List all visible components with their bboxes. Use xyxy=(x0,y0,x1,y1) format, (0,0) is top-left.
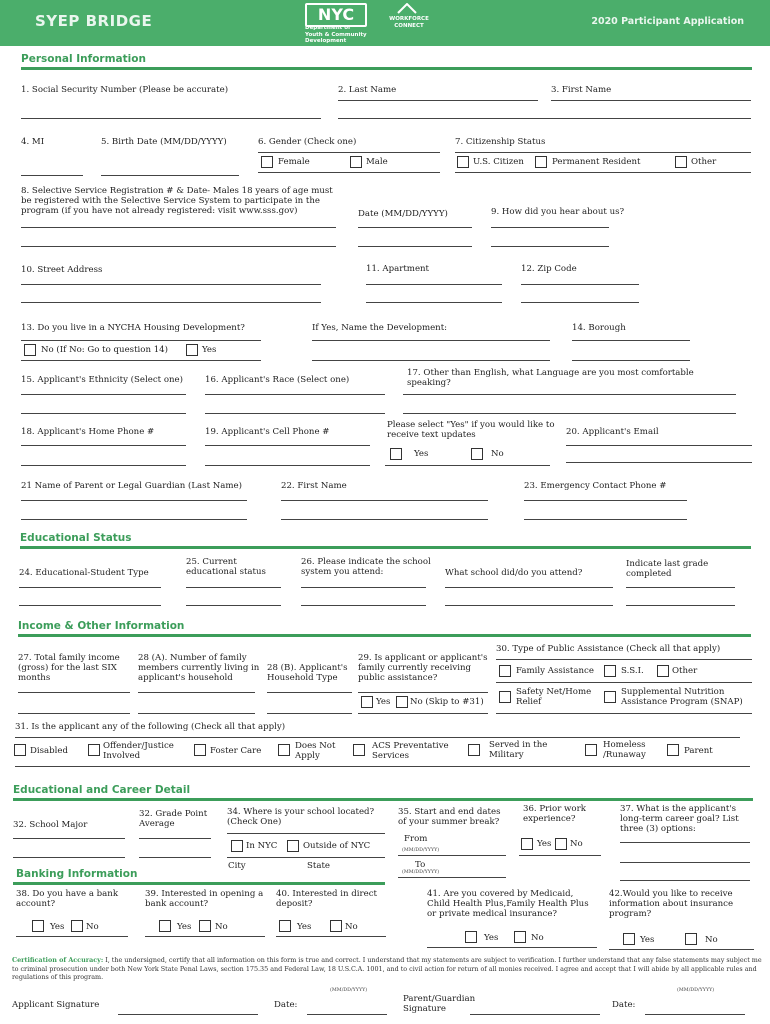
open-bank-no-checkbox[interactable] xyxy=(199,920,211,932)
ethnicity-underline xyxy=(21,394,186,395)
how-heard-line-2 xyxy=(491,246,609,247)
q13-label: 13. Do you live in a NYCHA Housing Development? xyxy=(21,323,245,333)
certification-body: I, the undersigned, certify that all information on this form is true and correct. I understand that my statements are subject to verification. I further understand that any false statements may subject me to criminal prosecution under both New York State Penal Laws, section 175.35 and Federal Law, 18 U.S.C.A. 1001, and to civil action for return of all monies received. I agree and accept that I will abide by all applicable rules and regulations of this program. xyxy=(12,956,762,982)
selective-date-line-2 xyxy=(358,246,472,247)
citizen-underline xyxy=(455,152,751,153)
student-type-field[interactable] xyxy=(19,605,161,606)
last-grade-underline xyxy=(626,587,735,588)
location-underline-2 xyxy=(227,857,385,858)
city-label: City xyxy=(228,861,246,871)
pa-yes-checkbox[interactable] xyxy=(361,696,373,708)
q42-label: 42.Would you like to receive information about insurance program? xyxy=(609,889,734,919)
zip-underline xyxy=(521,284,639,285)
gender-underline xyxy=(258,152,440,153)
development-name-field[interactable] xyxy=(312,360,550,361)
parent-checkbox[interactable] xyxy=(667,744,679,756)
q9-label: 9. How did you hear about us? xyxy=(491,207,625,217)
mi-field[interactable] xyxy=(21,175,83,176)
q35-label: 35. Start and end dates of your summer break? xyxy=(398,807,501,827)
race-underline xyxy=(205,394,385,395)
from-format: (MM/DD/YYYY) xyxy=(402,848,440,853)
q26b-label: What school did/do you attend? xyxy=(445,568,583,578)
q31-underline-2 xyxy=(15,766,750,767)
deposit-yes-label: Yes xyxy=(297,922,312,932)
foster-care-label: Foster Care xyxy=(210,746,262,756)
pa-type-underline xyxy=(496,659,752,660)
bank-yes-label: Yes xyxy=(50,922,65,932)
q28a-label: 28 (A). Number of family members currently living in applicant's household xyxy=(138,653,260,683)
nycha-no-label: No (If No: Go to question 14) xyxy=(41,345,168,355)
parent-date-field[interactable] xyxy=(645,1014,745,1015)
q8-date-label: Date (MM/DD/YYYY) xyxy=(358,209,448,219)
text-yes-checkbox[interactable] xyxy=(390,448,402,460)
school-system-field[interactable] xyxy=(301,605,426,606)
parent-date-format: (MM/DD/YYYY) xyxy=(677,988,715,993)
male-label: Male xyxy=(366,157,388,167)
gender-underline-2 xyxy=(258,172,440,173)
safety-net-label: Safety Net/Home Relief xyxy=(516,687,592,707)
female-label: Female xyxy=(278,157,310,167)
nycha-no-checkbox[interactable] xyxy=(24,344,36,356)
section-rule xyxy=(20,546,751,549)
pa-yes-label: Yes xyxy=(376,697,391,707)
ssn-field[interactable] xyxy=(21,118,321,119)
q28b-label: 28 (B). Applicant's Household Type xyxy=(267,663,348,683)
q29-label: 29. Is applicant or applicant's family currently receiving public assistance? xyxy=(358,653,488,683)
deposit-underline xyxy=(276,936,386,937)
section-rule xyxy=(13,882,385,885)
safety-net-checkbox[interactable] xyxy=(499,691,511,703)
last-grade-field[interactable] xyxy=(626,605,735,606)
section-banking: Banking Information xyxy=(16,868,138,880)
q33-label: 32. Grade Point Average xyxy=(139,809,208,829)
section-income: Income & Other Information xyxy=(18,620,185,632)
deposit-yes-checkbox[interactable] xyxy=(279,920,291,932)
development-underline xyxy=(312,340,550,341)
certification-title: Certification of Accuracy: xyxy=(12,956,104,964)
cell-phone-field[interactable] xyxy=(205,465,370,466)
guardian-first-underline xyxy=(281,500,488,501)
q3-label: 3. First Name xyxy=(551,85,612,95)
q16-label: 16. Applicant's Race (Select one) xyxy=(205,375,350,385)
acs-checkbox[interactable] xyxy=(353,744,365,756)
open-bank-no-label: No xyxy=(215,922,228,932)
q37-label: 37. What is the applicant's long-term career goal? List three (3) options: xyxy=(620,804,739,834)
nycha-yes-label: Yes xyxy=(202,345,217,355)
does-not-apply-checkbox[interactable] xyxy=(278,744,290,756)
parent-signature-label: Parent/Guardian Signature xyxy=(403,994,476,1014)
household-underline xyxy=(267,692,352,693)
first-name-field[interactable] xyxy=(551,100,751,101)
q25-label: 25. Current educational status xyxy=(186,557,266,577)
acs-label: ACS Preventative Services xyxy=(372,741,449,761)
homeless-label: Homeless /Runaway xyxy=(603,740,646,760)
nycha-underline-2 xyxy=(21,360,261,361)
borough-field[interactable] xyxy=(572,360,690,361)
in-nyc-label: In NYC xyxy=(246,841,278,851)
section-career-detail: Educational and Career Detail xyxy=(13,784,191,796)
text-no-label: No xyxy=(491,449,504,459)
school-system-underline xyxy=(301,587,426,588)
work-underline xyxy=(519,855,601,856)
other-pa-label: Other xyxy=(672,666,698,676)
q32-label: 32. School Major xyxy=(13,820,88,830)
work-no-checkbox[interactable] xyxy=(555,838,567,850)
insurance-yes-checkbox[interactable] xyxy=(465,931,477,943)
household-type-field[interactable] xyxy=(267,713,352,714)
q23-label: 23. Emergency Contact Phone # xyxy=(524,481,667,491)
insurance-info-yes-checkbox[interactable] xyxy=(623,933,635,945)
insurance-info-underline xyxy=(609,949,754,950)
pa-type-underline-2 xyxy=(496,682,752,683)
q19-label: 19. Applicant's Cell Phone # xyxy=(205,427,330,437)
bank-no-checkbox[interactable] xyxy=(71,920,83,932)
q2-label: 2. Last Name xyxy=(338,85,397,95)
agency-name: Department of Youth & Community Development xyxy=(305,25,367,44)
parent-signature-field[interactable] xyxy=(470,1014,600,1015)
from-label: From xyxy=(404,834,428,844)
section-educational-status: Educational Status xyxy=(20,532,132,544)
q30-label: 30. Type of Public Assistance (Check all that apply) xyxy=(496,644,721,654)
q31-label: 31. Is the applicant any of the following (Check all that apply) xyxy=(15,722,286,732)
edu-status-underline xyxy=(186,587,281,588)
applicant-date-label: Date: xyxy=(274,1000,298,1010)
nycha-yes-checkbox[interactable] xyxy=(186,344,198,356)
military-label: Served in the Military xyxy=(489,740,548,760)
permanent-resident-checkbox[interactable] xyxy=(535,156,547,168)
q20-label: 20. Applicant's Email xyxy=(566,427,659,437)
applicant-date-field[interactable] xyxy=(307,1014,387,1015)
parent-label: Parent xyxy=(684,746,713,756)
applicant-signature-label: Applicant Signature xyxy=(12,1000,100,1010)
members-underline xyxy=(138,692,255,693)
q31-underline xyxy=(15,737,740,738)
school-major-field[interactable] xyxy=(13,857,125,858)
q18-label: 18. Applicant's Home Phone # xyxy=(21,427,155,437)
pa-no-label: No (Skip to #31) xyxy=(410,697,484,707)
q13b-label: If Yes, Name the Development: xyxy=(312,323,448,333)
applicant-signature-field[interactable] xyxy=(118,1014,258,1015)
open-bank-yes-checkbox[interactable] xyxy=(159,920,171,932)
q17-label: 17. Other than English, what Language are you most comfortable speaking? xyxy=(407,368,694,388)
us-citizen-checkbox[interactable] xyxy=(457,156,469,168)
text-no-checkbox[interactable] xyxy=(471,448,483,460)
homeless-checkbox[interactable] xyxy=(585,744,597,756)
ethnicity-field[interactable] xyxy=(21,413,186,414)
home-phone-field[interactable] xyxy=(21,465,186,466)
q39-label: 39. Interested in opening a bank account? xyxy=(145,889,264,909)
school-attended-underline xyxy=(445,587,613,588)
section-rule xyxy=(18,634,751,637)
q8-label: 8. Selective Service Registration # & Date- Males 18 years of age must be registered with the Selective Service System to participate in the program (if you have not already registered: visit www.sss.gov) xyxy=(21,186,333,216)
q38-label: 38. Do you have a bank account? xyxy=(16,889,119,909)
q10-label: 10. Street Address xyxy=(21,265,103,275)
applicant-date-format: (MM/DD/YYYY) xyxy=(330,988,368,993)
birth-date-field[interactable] xyxy=(101,175,239,176)
q27-label: 27. Total family income (gross) for the last SIX months xyxy=(18,653,120,683)
street-address-field[interactable] xyxy=(21,302,321,303)
emergency-underline xyxy=(524,500,687,501)
work-yes-label: Yes xyxy=(537,839,552,849)
permanent-resident-label: Permanent Resident xyxy=(552,157,641,167)
street-underline xyxy=(21,284,321,285)
career-goal-2[interactable] xyxy=(620,862,750,863)
q11-label: 11. Apartment xyxy=(366,264,430,274)
family-income-field[interactable] xyxy=(18,713,130,714)
q1-label: 1. Social Security Number (Please be accurate) xyxy=(21,85,229,95)
name-underline xyxy=(338,118,751,119)
ssi-checkbox[interactable] xyxy=(604,665,616,677)
cell-phone-underline xyxy=(205,445,370,446)
school-attended-field[interactable] xyxy=(445,605,613,606)
q26c-label: Indicate last grade completed xyxy=(626,559,709,579)
q41-label: 41. Are you covered by Medicaid, Child Health Plus,Family Health Plus or private medical insurance? xyxy=(427,889,589,919)
pa-underline xyxy=(358,692,488,693)
how-heard-field[interactable] xyxy=(491,227,609,228)
career-goal-3[interactable] xyxy=(620,880,750,881)
race-field[interactable] xyxy=(205,413,385,414)
snap-label: Supplemental Nutrition Assistance Program (SNAP) xyxy=(621,687,743,707)
offender-label: Offender/Justice Involved xyxy=(103,741,174,761)
home-phone-underline xyxy=(21,445,186,446)
open-bank-yes-label: Yes xyxy=(177,922,192,932)
guardian-first-name-field[interactable] xyxy=(281,519,488,520)
outside-nyc-checkbox[interactable] xyxy=(287,840,299,852)
open-bank-underline xyxy=(145,936,265,937)
q26-label: 26. Please indicate the school system you attend: xyxy=(301,557,431,577)
email-underline xyxy=(566,445,752,446)
q24-label: 24. Educational-Student Type xyxy=(19,568,149,578)
apartment-field[interactable] xyxy=(366,302,502,303)
zip-code-field[interactable] xyxy=(521,302,639,303)
offender-checkbox[interactable] xyxy=(88,744,100,756)
us-citizen-label: U.S. Citizen xyxy=(473,157,524,167)
section-personal-info: Personal Information xyxy=(21,53,146,65)
insurance-yes-label: Yes xyxy=(484,933,499,943)
insurance-no-label: No xyxy=(531,933,544,943)
work-no-label: No xyxy=(570,839,583,849)
workforce-logo-icon xyxy=(397,3,417,14)
q4-label: 4. MI xyxy=(21,137,45,147)
to-format: (MM/DD/YYYY) xyxy=(402,870,440,875)
q12-label: 12. Zip Code xyxy=(521,264,577,274)
section-rule xyxy=(21,67,752,70)
text-updates-underline xyxy=(385,465,550,466)
insurance-info-yes-label: Yes xyxy=(640,935,655,945)
bank-no-label: No xyxy=(86,922,99,932)
citizen-underline-2 xyxy=(455,172,751,173)
certification-text xyxy=(12,956,764,982)
q21-label: 21 Name of Parent or Legal Guardian (Last Name) xyxy=(21,481,242,491)
does-not-apply-label: Does Not Apply xyxy=(295,741,336,761)
student-type-underline xyxy=(19,587,161,588)
apartment-underline xyxy=(366,284,502,285)
email-field[interactable] xyxy=(566,462,752,463)
ssi-label: S.S.I. xyxy=(621,666,644,676)
q34-label: 34. Where is your school located? (Check One) xyxy=(227,807,375,827)
q36-label: 36. Prior work experience? xyxy=(523,804,586,824)
insurance-info-no-label: No xyxy=(705,935,718,945)
career-goal-1[interactable] xyxy=(620,842,750,843)
summer-from-field[interactable] xyxy=(398,855,506,856)
borough-underline xyxy=(572,340,690,341)
income-underline xyxy=(18,692,130,693)
deposit-no-label: No xyxy=(345,922,358,932)
emergency-phone-field[interactable] xyxy=(524,519,687,520)
last-name-field[interactable] xyxy=(338,100,538,101)
bank-yes-checkbox[interactable] xyxy=(32,920,44,932)
snap-checkbox[interactable] xyxy=(604,691,616,703)
location-underline xyxy=(227,833,385,834)
summer-to-field[interactable] xyxy=(398,877,506,878)
family-assistance-checkbox[interactable] xyxy=(499,665,511,677)
family-assistance-label: Family Assistance xyxy=(516,666,594,676)
parent-date-label: Date: xyxy=(612,1000,636,1010)
pa-no-checkbox[interactable] xyxy=(396,696,408,708)
selective-service-line-2 xyxy=(21,246,336,247)
in-nyc-checkbox[interactable] xyxy=(231,840,243,852)
pa-underline-2 xyxy=(358,713,488,714)
to-label: To xyxy=(415,860,426,870)
q15-label: 15. Applicant's Ethnicity (Select one) xyxy=(21,375,183,385)
q5-label: 5. Birth Date (MM/DD/YYYY) xyxy=(101,137,227,147)
form-title: 2020 Participant Application xyxy=(591,16,744,27)
military-checkbox[interactable] xyxy=(468,744,480,756)
disabled-label: Disabled xyxy=(30,746,69,756)
q6-label: 6. Gender (Check one) xyxy=(258,137,357,147)
language-underline xyxy=(403,394,736,395)
deposit-no-checkbox[interactable] xyxy=(330,920,342,932)
foster-care-checkbox[interactable] xyxy=(194,744,206,756)
male-checkbox[interactable] xyxy=(350,156,362,168)
other-citizen-label: Other xyxy=(691,157,717,167)
gpa-field[interactable] xyxy=(139,857,211,858)
text-yes-label: Yes xyxy=(414,449,429,459)
insurance-underline xyxy=(427,947,597,948)
bank-underline xyxy=(16,936,128,937)
section-rule xyxy=(13,798,753,801)
q7-label: 7. Citizenship Status xyxy=(455,137,546,147)
state-label: State xyxy=(307,861,331,871)
insurance-no-checkbox[interactable] xyxy=(514,931,526,943)
other-citizen-checkbox[interactable] xyxy=(675,156,687,168)
q22-label: 22. First Name xyxy=(281,481,347,491)
selective-service-field[interactable] xyxy=(21,227,336,228)
female-checkbox[interactable] xyxy=(261,156,273,168)
major-underline xyxy=(13,838,125,839)
pa-type-underline-3 xyxy=(496,713,752,714)
guardian-last-name-field[interactable] xyxy=(21,519,247,520)
program-title: SYEP BRIDGE xyxy=(35,12,153,30)
nyc-logo: NYC xyxy=(305,3,367,27)
insurance-info-no-checkbox[interactable] xyxy=(685,933,697,945)
other-pa-checkbox[interactable] xyxy=(657,665,669,677)
edu-status-field[interactable] xyxy=(186,605,281,606)
work-yes-checkbox[interactable] xyxy=(521,838,533,850)
family-members-field[interactable] xyxy=(138,713,255,714)
disabled-checkbox[interactable] xyxy=(14,744,26,756)
text-updates-label: Please select "Yes" if you would like to receive text updates xyxy=(387,420,555,440)
partner-name: WORKFORCE CONNECT xyxy=(389,16,429,29)
language-field[interactable] xyxy=(403,413,736,414)
gpa-underline xyxy=(139,838,211,839)
nycha-underline xyxy=(21,340,261,341)
selective-date-field[interactable] xyxy=(358,227,472,228)
q40-label: 40. Interested in direct deposit? xyxy=(276,889,377,909)
outside-nyc-label: Outside of NYC xyxy=(303,841,371,851)
q14-label: 14. Borough xyxy=(572,323,626,333)
guardian-underline xyxy=(21,500,247,501)
